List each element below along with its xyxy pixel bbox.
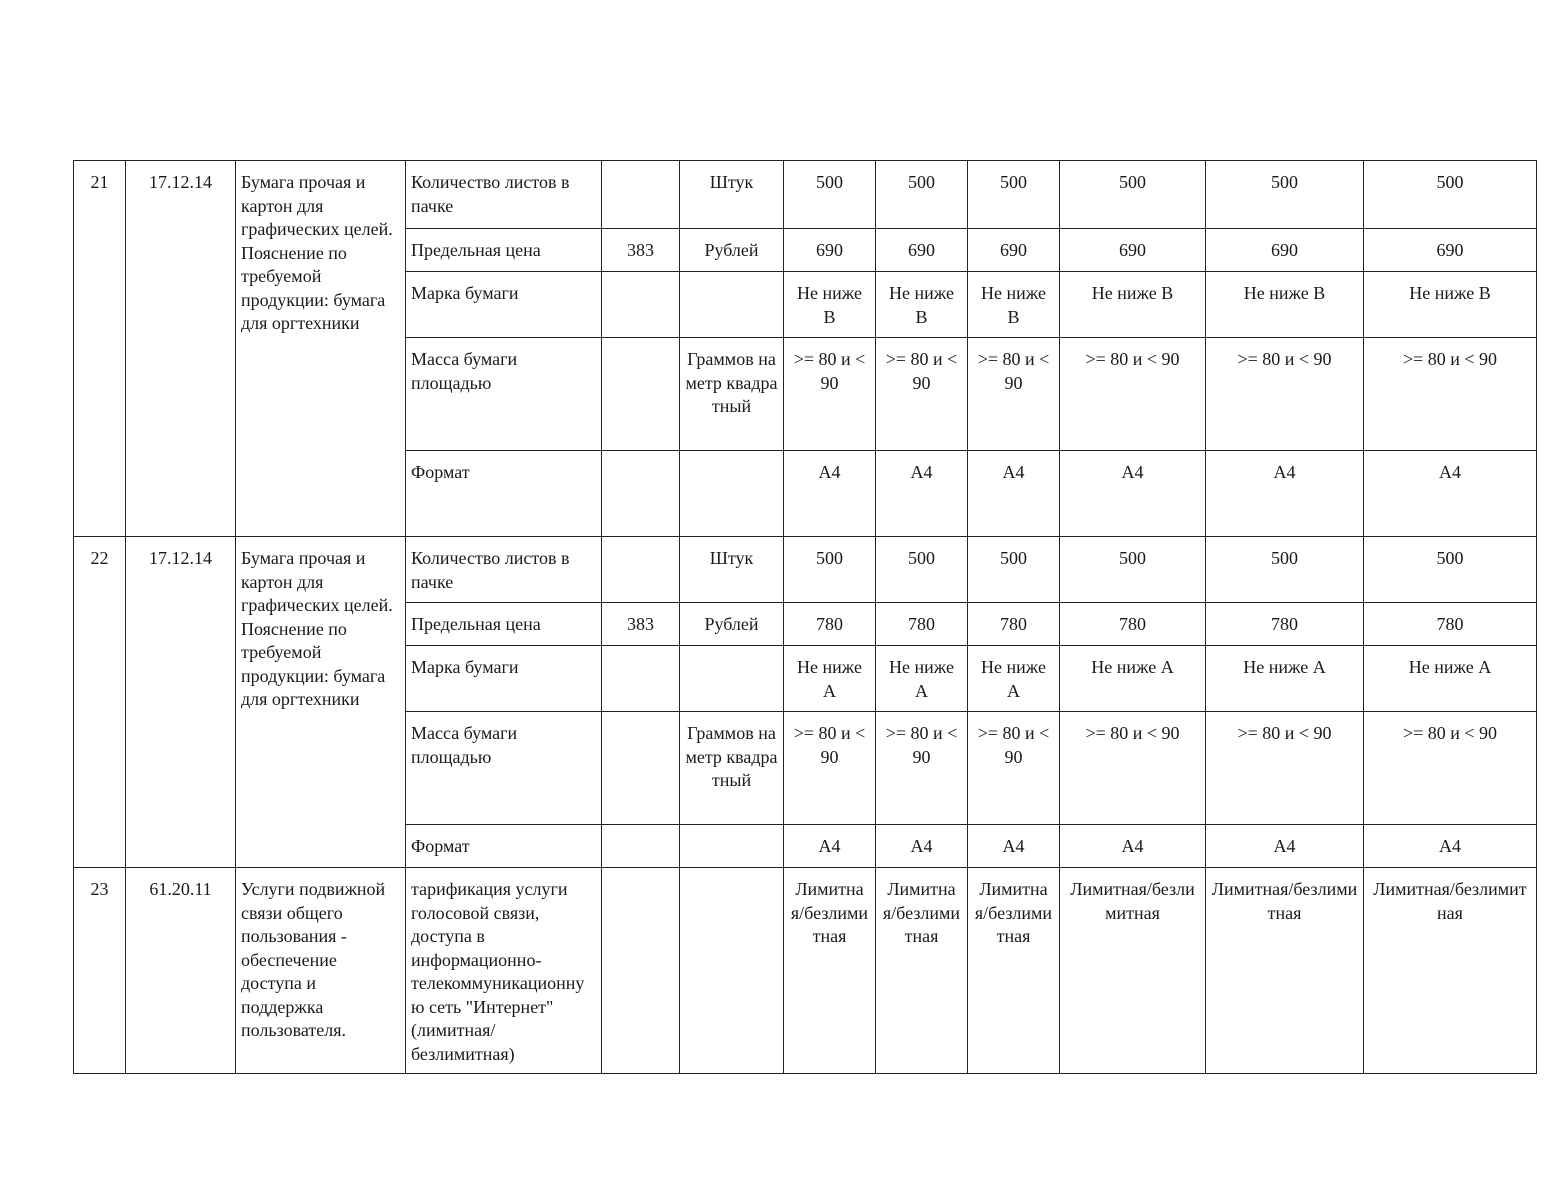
value-cell: >= 80 и < 90 <box>784 338 876 451</box>
value-cell: Лимитная/безлимитная <box>1206 868 1364 1074</box>
value-cell: >= 80 и < 90 <box>1364 338 1537 451</box>
value-cell: Лимитная/безлимитная <box>1060 868 1206 1074</box>
value-cell: А4 <box>784 451 876 537</box>
value-cell: А4 <box>784 825 876 868</box>
value-cell: Не ниже А <box>876 646 968 712</box>
okpd2-code: 17.12.14 <box>126 161 236 537</box>
characteristic-label: Предельная цена <box>406 229 602 272</box>
characteristic-label: Формат <box>406 451 602 537</box>
value-cell: >= 80 и < 90 <box>1060 712 1206 825</box>
row-number: 23 <box>74 868 126 1074</box>
value-cell: А4 <box>876 825 968 868</box>
value-cell: А4 <box>968 451 1060 537</box>
document-page <box>73 160 1537 1074</box>
product-name: Услуги подвижной связи общего пользования - обеспечение доступа и поддержка пользователя. <box>236 868 406 1074</box>
value-cell: 500 <box>1364 161 1537 229</box>
value-cell: А4 <box>1206 451 1364 537</box>
value-cell: Не ниже А <box>1206 646 1364 712</box>
okpd2-code: 17.12.14 <box>126 537 236 868</box>
unit-name: Штук <box>680 161 784 229</box>
product-name: Бумага прочая и картон для графических целей. Пояснение по требуемой продукции: бумага для оргтехники <box>236 537 406 868</box>
okei-code <box>602 537 680 603</box>
okei-code: 383 <box>602 229 680 272</box>
unit-name <box>680 868 784 1074</box>
value-cell: А4 <box>876 451 968 537</box>
value-cell: 500 <box>1206 161 1364 229</box>
value-cell: >= 80 и < 90 <box>968 712 1060 825</box>
value-cell: 500 <box>784 537 876 603</box>
table-row <box>74 537 1537 603</box>
value-cell: А4 <box>1364 825 1537 868</box>
value-cell: >= 80 и < 90 <box>1060 338 1206 451</box>
value-cell: 500 <box>1364 537 1537 603</box>
value-cell: 690 <box>876 229 968 272</box>
value-cell: >= 80 и < 90 <box>876 712 968 825</box>
value-cell: 780 <box>876 603 968 646</box>
value-cell: А4 <box>1060 451 1206 537</box>
value-cell: >= 80 и < 90 <box>1206 338 1364 451</box>
value-cell: 500 <box>1060 537 1206 603</box>
value-cell: Лимитная/безлимитная <box>968 868 1060 1074</box>
value-cell: 780 <box>1206 603 1364 646</box>
value-cell: 690 <box>1060 229 1206 272</box>
table-row <box>74 161 1537 229</box>
row-number: 21 <box>74 161 126 537</box>
value-cell: Не ниже В <box>876 272 968 338</box>
value-cell: Не ниже В <box>1206 272 1364 338</box>
characteristic-label: Предельная цена <box>406 603 602 646</box>
characteristic-label: Формат <box>406 825 602 868</box>
unit-name: Рублей <box>680 603 784 646</box>
value-cell: 500 <box>1060 161 1206 229</box>
value-cell: А4 <box>968 825 1060 868</box>
okei-code <box>602 868 680 1074</box>
characteristic-label: тарификация услуги голосовой связи, доступа в информационно-телекоммуникационную сеть "Интернет" (лимитная/безлимитная) <box>406 868 602 1074</box>
unit-name: Рублей <box>680 229 784 272</box>
value-cell: Лимитная/безлимитная <box>876 868 968 1074</box>
unit-name <box>680 451 784 537</box>
value-cell: Не ниже А <box>968 646 1060 712</box>
value-cell: Не ниже В <box>968 272 1060 338</box>
value-cell: А4 <box>1364 451 1537 537</box>
product-name: Бумага прочая и картон для графических целей. Пояснение по требуемой продукции: бумага для оргтехники <box>236 161 406 537</box>
value-cell: >= 80 и < 90 <box>876 338 968 451</box>
value-cell: 500 <box>876 161 968 229</box>
value-cell: Не ниже В <box>1060 272 1206 338</box>
characteristic-label: Количество листов в пачке <box>406 161 602 229</box>
value-cell: Лимитная/безлимитная <box>784 868 876 1074</box>
characteristic-label: Количество листов в пачке <box>406 537 602 603</box>
value-cell: Не ниже А <box>1364 646 1537 712</box>
okei-code <box>602 338 680 451</box>
row-number: 22 <box>74 537 126 868</box>
okei-code <box>602 825 680 868</box>
value-cell: А4 <box>1206 825 1364 868</box>
value-cell: Лимитная/безлимитная <box>1364 868 1537 1074</box>
value-cell: 690 <box>784 229 876 272</box>
okei-code <box>602 712 680 825</box>
unit-name <box>680 825 784 868</box>
characteristic-label: Марка бумаги <box>406 272 602 338</box>
value-cell: 690 <box>1364 229 1537 272</box>
value-cell: 500 <box>876 537 968 603</box>
unit-name: Граммов на метр квадратный <box>680 338 784 451</box>
okei-code <box>602 272 680 338</box>
characteristic-label: Масса бумаги площадью <box>406 712 602 825</box>
value-cell: Не ниже А <box>1060 646 1206 712</box>
value-cell: 500 <box>784 161 876 229</box>
unit-name: Граммов на метр квадратный <box>680 712 784 825</box>
value-cell: 500 <box>1206 537 1364 603</box>
characteristic-label: Марка бумаги <box>406 646 602 712</box>
value-cell: 690 <box>968 229 1060 272</box>
value-cell: 780 <box>968 603 1060 646</box>
value-cell: 780 <box>784 603 876 646</box>
value-cell: 500 <box>968 161 1060 229</box>
value-cell: 780 <box>1364 603 1537 646</box>
value-cell: Не ниже В <box>784 272 876 338</box>
okei-code <box>602 161 680 229</box>
value-cell: >= 80 и < 90 <box>1364 712 1537 825</box>
value-cell: А4 <box>1060 825 1206 868</box>
unit-name: Штук <box>680 537 784 603</box>
value-cell: Не ниже А <box>784 646 876 712</box>
unit-name <box>680 272 784 338</box>
value-cell: >= 80 и < 90 <box>1206 712 1364 825</box>
table-row <box>74 868 1537 1074</box>
unit-name <box>680 646 784 712</box>
value-cell: 690 <box>1206 229 1364 272</box>
value-cell: 780 <box>1060 603 1206 646</box>
value-cell: Не ниже В <box>1364 272 1537 338</box>
okei-code <box>602 646 680 712</box>
requirements-table <box>73 160 1537 1074</box>
value-cell: 500 <box>968 537 1060 603</box>
okpd2-code: 61.20.11 <box>126 868 236 1074</box>
okei-code <box>602 451 680 537</box>
value-cell: >= 80 и < 90 <box>968 338 1060 451</box>
value-cell: >= 80 и < 90 <box>784 712 876 825</box>
characteristic-label: Масса бумаги площадью <box>406 338 602 451</box>
okei-code: 383 <box>602 603 680 646</box>
